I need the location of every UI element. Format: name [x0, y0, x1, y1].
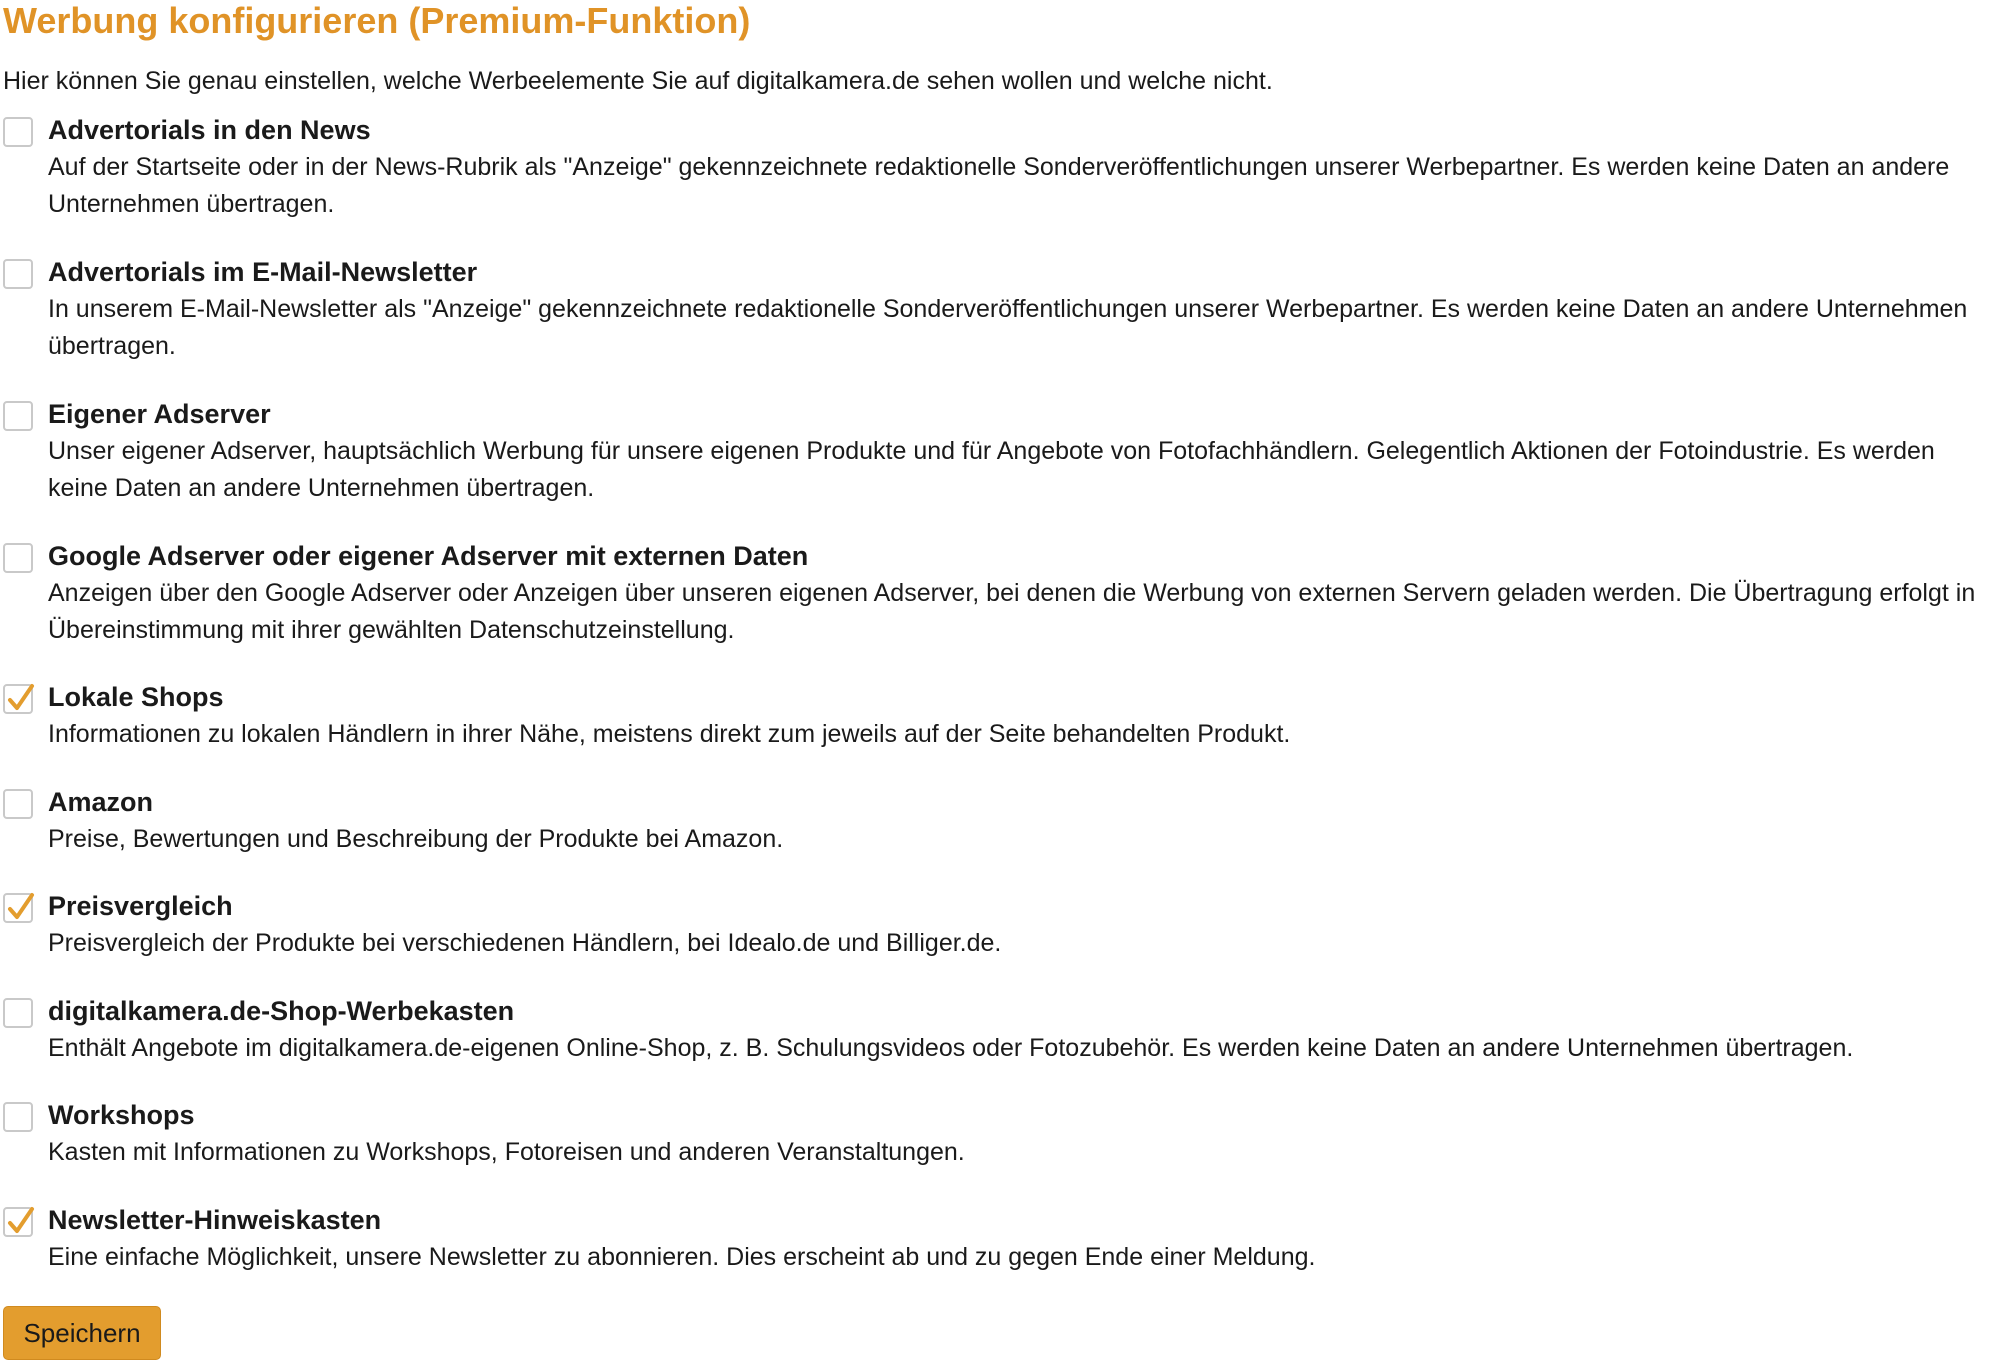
checkbox-advertorials-news[interactable]: [3, 117, 33, 147]
option-local-shops: [3, 679, 1993, 784]
checkmark-icon: [6, 1206, 36, 1238]
option-label: Advertorials in den News: [48, 115, 371, 145]
ad-options-list: [3, 112, 1993, 1282]
checkbox-local-shops[interactable]: [3, 684, 33, 714]
option-google-adserver: [3, 538, 1993, 679]
intro-text: Hier können Sie genau einstellen, welche Werbeelemente Sie auf digitalkamera.de sehen wollen und welche nicht.: [3, 67, 1273, 95]
option-description: Enthält Angebote im digitalkamera.de-eigenen Online-Shop, z. B. Schulungsvideos oder Fotozubehör. Es werden keine Daten an andere Unternehmen übertragen.: [48, 1034, 1854, 1062]
checkbox-newsletter-box[interactable]: [3, 1207, 33, 1237]
option-description: Auf der Startseite oder in der News-Rubrik als "Anzeige" gekennzeichnete redaktionelle Sonderveröffentlichungen unserer Werbepartner. Es werden keine Daten an andere Unternehmen übertragen.: [48, 153, 1950, 218]
option-description: Kasten mit Informationen zu Workshops, Fotoreisen und anderen Veranstaltungen.: [48, 1138, 965, 1166]
option-label: Eigener Adserver: [48, 399, 271, 429]
checkbox-amazon[interactable]: [3, 789, 33, 819]
option-label: Google Adserver oder eigener Adserver mit externen Daten: [48, 541, 809, 571]
option-description: Eine einfache Möglichkeit, unsere Newsletter zu abonnieren. Dies erscheint ab und zu gegen Ende einer Meldung.: [48, 1243, 1316, 1271]
option-workshops: [3, 1097, 1993, 1202]
checkmark-icon: [6, 892, 36, 924]
page-title: Werbung konfigurieren (Premium-Funktion): [3, 0, 751, 41]
save-button[interactable]: Speichern: [3, 1306, 161, 1360]
option-label: Advertorials im E-Mail-Newsletter: [48, 257, 478, 287]
checkmark-icon: [6, 683, 36, 715]
option-description: In unserem E-Mail-Newsletter als "Anzeige" gekennzeichnete redaktionelle Sonderveröffentlichungen unserer Werbepartner. Es werden keine Daten an andere Unternehmen übertragen.: [48, 295, 1968, 360]
option-description: Anzeigen über den Google Adserver oder Anzeigen über unseren eigenen Adserver, bei denen die Werbung von externen Servern geladen werden. Die Übertragung erfolgt in Übereinstimmung mit ihrer gewählten Datenschutzeinstellung.: [48, 579, 1976, 644]
checkbox-price-comparison[interactable]: [3, 893, 33, 923]
checkbox-google-adserver[interactable]: [3, 543, 33, 573]
option-label: Lokale Shops: [48, 682, 224, 712]
option-own-adserver: [3, 396, 1993, 538]
option-newsletter-box: [3, 1202, 1993, 1282]
option-description: Informationen zu lokalen Händlern in ihrer Nähe, meistens direkt zum jeweils auf der Seite behandelten Produkt.: [48, 720, 1291, 748]
checkbox-advertorials-newsletter[interactable]: [3, 259, 33, 289]
checkbox-own-adserver[interactable]: [3, 401, 33, 431]
checkbox-shop-werbekasten[interactable]: [3, 998, 33, 1028]
option-advertorials-news: [3, 112, 1993, 254]
option-advertorials-newsletter: [3, 254, 1993, 396]
option-label: Amazon: [48, 787, 154, 817]
ad-config-panel: [3, 0, 1993, 1282]
option-description: Unser eigener Adserver, hauptsächlich Werbung für unsere eigenen Produkte und für Angebote von Fotofachhändlern. Gelegentlich Aktionen der Fotoindustrie. Es werden keine Daten an andere Unternehmen übertragen.: [48, 437, 1935, 502]
option-amazon: [3, 784, 1993, 888]
option-shop-werbekasten: [3, 993, 1993, 1097]
option-label: Workshops: [48, 1100, 195, 1130]
option-label: digitalkamera.de-Shop-Werbekasten: [48, 996, 515, 1026]
option-price-comparison: [3, 888, 1993, 993]
option-label: Newsletter-Hinweiskasten: [48, 1205, 382, 1235]
option-description: Preise, Bewertungen und Beschreibung der Produkte bei Amazon.: [48, 825, 784, 853]
checkbox-workshops[interactable]: [3, 1102, 33, 1132]
option-description: Preisvergleich der Produkte bei verschiedenen Händlern, bei Idealo.de und Billiger.de.: [48, 929, 1002, 957]
option-label: Preisvergleich: [48, 891, 233, 921]
